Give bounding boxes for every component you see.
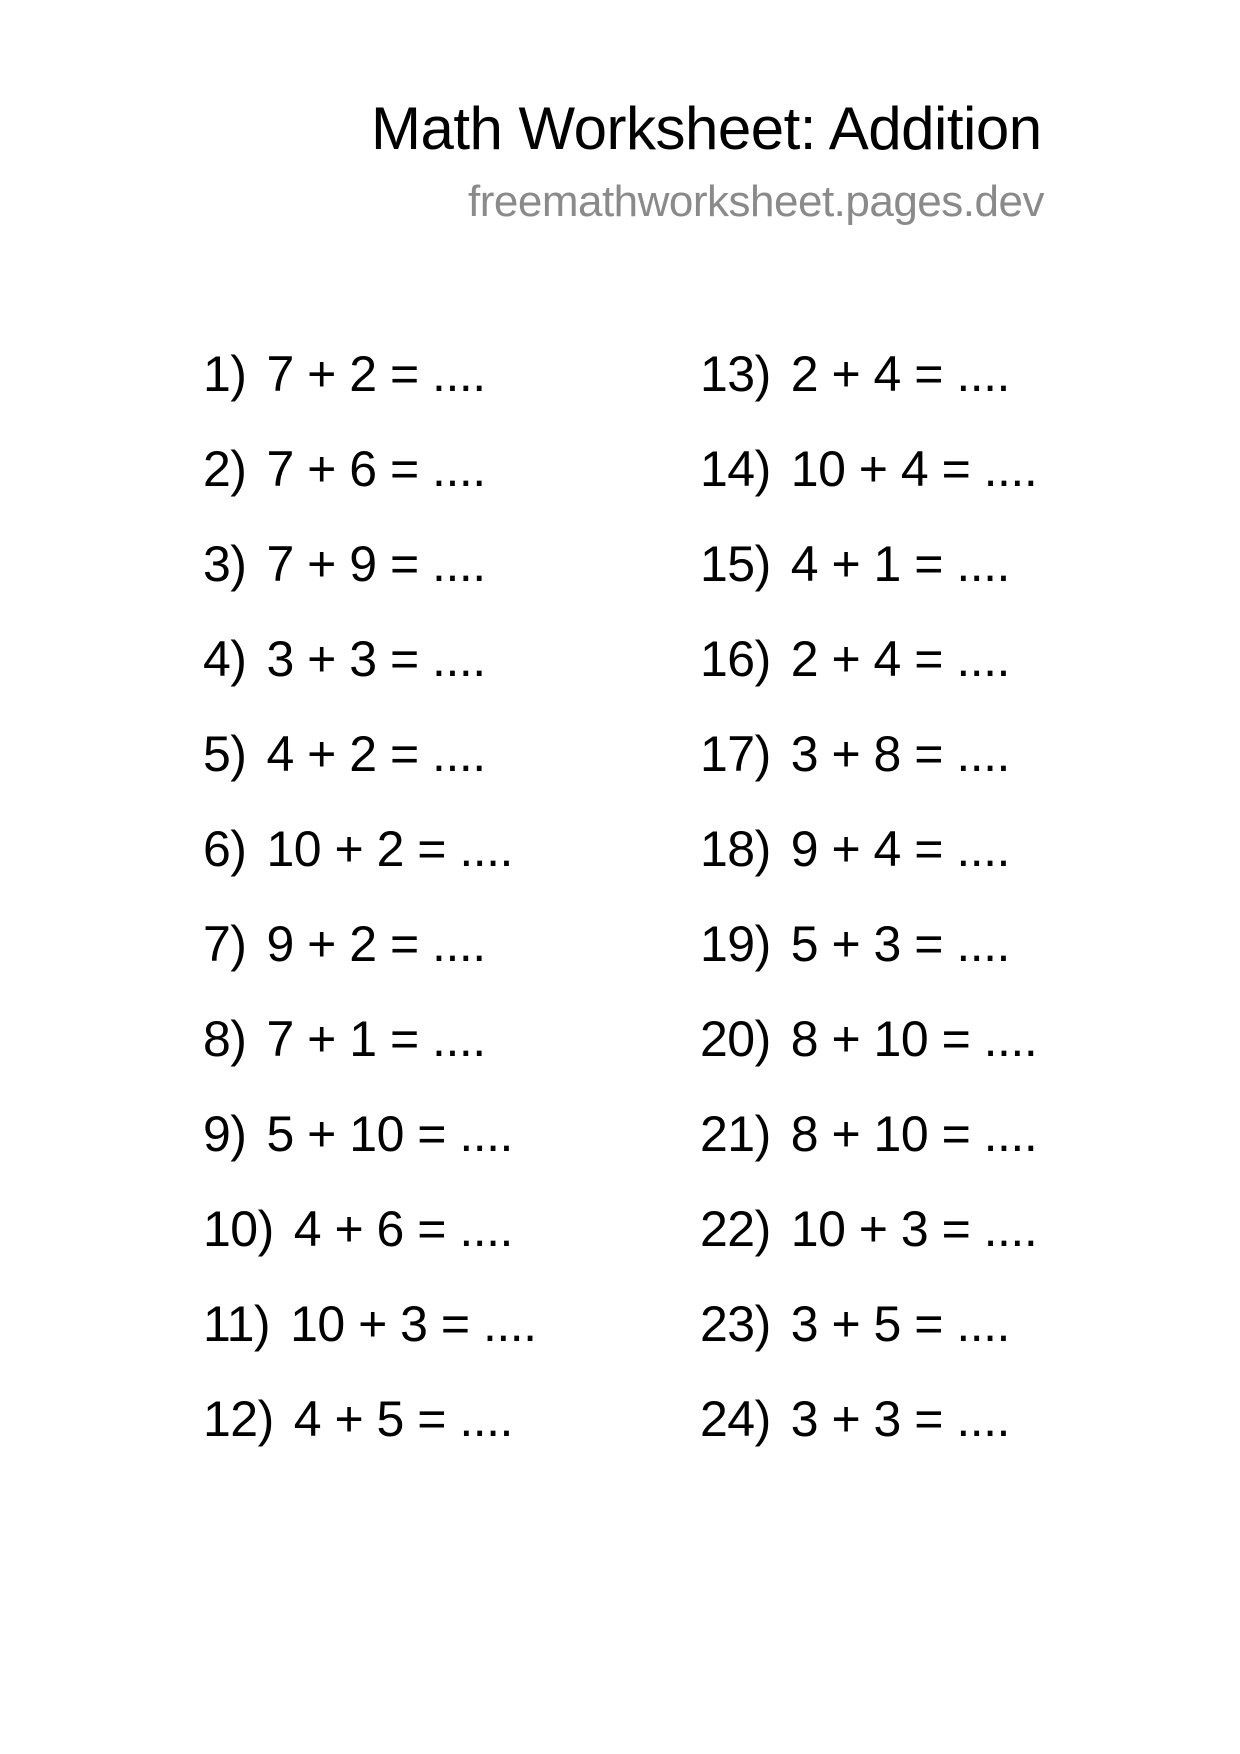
problems-column-right	[700, 326, 1037, 1466]
problem-row	[700, 896, 1037, 991]
problem-expression: 3 + 3 = ....	[266, 630, 486, 687]
problem-row	[700, 706, 1037, 801]
problem-expression: 10 + 4 = ....	[790, 440, 1038, 497]
problem-number: 20)	[700, 1010, 771, 1067]
problem-number: 21)	[700, 1105, 771, 1162]
problem-expression: 5 + 3 = ....	[790, 915, 1010, 972]
problem-expression: 7 + 6 = ....	[266, 440, 486, 497]
problem-number: 7)	[203, 915, 247, 972]
problem-number: 2)	[203, 440, 247, 497]
problem-row	[203, 326, 537, 421]
problem-row	[700, 1086, 1037, 1181]
problem-expression: 2 + 4 = ....	[790, 345, 1010, 402]
problem-row	[700, 1181, 1037, 1276]
problem-number: 6)	[203, 820, 247, 877]
problem-expression: 5 + 10 = ....	[266, 1105, 513, 1162]
problem-number: 3)	[203, 535, 247, 592]
problem-number: 11)	[203, 1295, 271, 1352]
problem-number: 12)	[203, 1390, 274, 1447]
problem-number: 14)	[700, 440, 771, 497]
problem-row	[203, 611, 537, 706]
problem-expression: 8 + 10 = ....	[790, 1010, 1038, 1067]
problem-expression: 8 + 10 = ....	[790, 1105, 1038, 1162]
problem-row	[700, 991, 1037, 1086]
problem-number: 23)	[700, 1295, 771, 1352]
problem-expression: 3 + 3 = ....	[790, 1390, 1010, 1447]
problem-number: 18)	[700, 820, 771, 877]
problem-row	[203, 1181, 537, 1276]
problem-number: 22)	[700, 1200, 771, 1257]
problem-row	[203, 801, 537, 896]
problem-expression: 4 + 2 = ....	[266, 725, 486, 782]
problem-row	[203, 1276, 537, 1371]
problem-row	[203, 896, 537, 991]
problem-row	[203, 1086, 537, 1181]
problem-row	[203, 706, 537, 801]
problem-expression: 4 + 6 = ....	[293, 1200, 513, 1257]
problem-number: 15)	[700, 535, 771, 592]
problem-expression: 10 + 2 = ....	[266, 820, 513, 877]
problem-row	[700, 1371, 1037, 1466]
page-title: Math Worksheet: Addition	[371, 95, 1042, 162]
problem-number: 10)	[203, 1200, 274, 1257]
problem-number: 8)	[203, 1010, 247, 1067]
problem-expression: 7 + 9 = ....	[266, 535, 486, 592]
site-url: freemathworksheet.pages.dev	[468, 177, 1044, 226]
problem-row	[700, 1276, 1037, 1371]
problem-expression: 7 + 2 = ....	[266, 345, 486, 402]
problem-expression: 4 + 5 = ....	[293, 1390, 513, 1447]
problem-row	[203, 991, 537, 1086]
problem-expression: 3 + 8 = ....	[790, 725, 1010, 782]
problem-row	[700, 801, 1037, 896]
problem-number: 19)	[700, 915, 771, 972]
problem-number: 16)	[700, 630, 771, 687]
problem-row	[700, 611, 1037, 706]
problem-expression: 2 + 4 = ....	[790, 630, 1010, 687]
problem-number: 4)	[203, 630, 247, 687]
problem-number: 5)	[203, 725, 247, 782]
problem-number: 24)	[700, 1390, 771, 1447]
problem-row	[203, 516, 537, 611]
problem-row	[700, 326, 1037, 421]
problems-column-left	[203, 326, 537, 1466]
problem-row	[203, 1371, 537, 1466]
problem-number: 9)	[203, 1105, 247, 1162]
problem-expression: 7 + 1 = ....	[266, 1010, 486, 1067]
problem-row	[700, 516, 1037, 611]
problem-expression: 10 + 3 = ....	[790, 1200, 1038, 1257]
problem-number: 1)	[203, 345, 247, 402]
problem-row	[700, 421, 1037, 516]
problem-expression: 4 + 1 = ....	[790, 535, 1010, 592]
problem-expression: 9 + 2 = ....	[266, 915, 486, 972]
problem-row	[203, 421, 537, 516]
problem-expression: 10 + 3 = ....	[290, 1295, 537, 1352]
problem-expression: 9 + 4 = ....	[790, 820, 1010, 877]
problem-expression: 3 + 5 = ....	[790, 1295, 1010, 1352]
problem-number: 17)	[700, 725, 771, 782]
problem-number: 13)	[700, 345, 771, 402]
